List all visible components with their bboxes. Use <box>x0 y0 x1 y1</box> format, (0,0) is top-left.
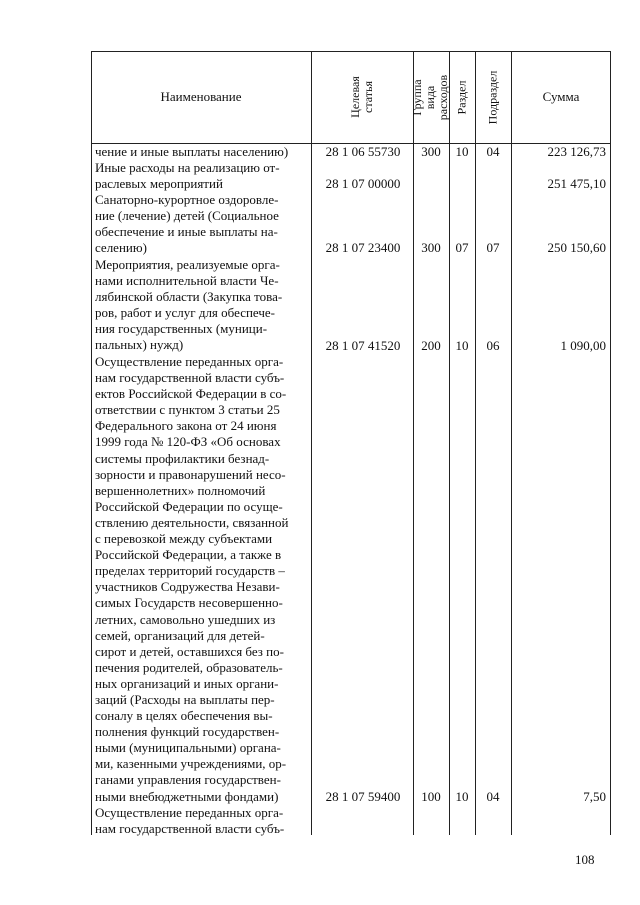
row-sum: 223 126,73 <box>547 144 606 159</box>
header-name <box>91 51 311 143</box>
row-name: Иные расходы на реализацию от- раслевых мероприятий <box>95 160 280 192</box>
row-target: 28 1 07 41520 <box>325 338 401 353</box>
header-section <box>449 51 475 143</box>
row-subsection: 06 <box>486 338 500 353</box>
budget-table <box>91 51 611 835</box>
header-section-text: Раздел <box>454 80 469 114</box>
row-target: 28 1 07 23400 <box>325 240 401 255</box>
header-subsection <box>475 51 511 143</box>
table-right-border <box>610 51 611 835</box>
row-name: Осуществление переданных орга- нам государственной власти субъ- <box>95 805 285 837</box>
row-sum: 1 090,00 <box>560 338 606 353</box>
row-group: 300 <box>421 240 441 255</box>
table-left-border <box>91 51 92 835</box>
header-target <box>311 51 413 143</box>
row-sum: 251 475,10 <box>547 176 606 191</box>
row-target: 28 1 07 59400 <box>325 789 401 804</box>
header-target-text: Целевая статья <box>347 76 375 118</box>
header-name-text: Наименование <box>160 89 242 104</box>
column-divider <box>311 51 312 835</box>
row-name: чение и иные выплаты населению) <box>95 144 289 159</box>
row-subsection: 07 <box>486 240 500 255</box>
row-group: 100 <box>421 789 441 804</box>
row-name: Санаторно-курортное оздоровле- ние (лечение) детей (Социальное обеспечение и иные выплаты на- селению) <box>95 192 279 256</box>
header-sum-text: Сумма <box>542 89 580 104</box>
row-subsection: 04 <box>486 789 500 804</box>
column-divider <box>475 51 476 835</box>
header-group-text: Группа вида расходов <box>410 74 451 120</box>
header-group <box>410 51 451 143</box>
row-section: 10 <box>455 789 469 804</box>
header-sum <box>511 51 611 143</box>
row-name: Мероприятия, реализуемые орга- нами исполнительной власти Че- лябинской области (Закупка това- ров, работ и услуг для обеспече- ния государственных (муници- пальных) нужд) <box>95 257 283 353</box>
row-sum: 7,50 <box>583 789 606 804</box>
row-sum: 250 150,60 <box>547 240 606 255</box>
row-section: 07 <box>455 240 469 255</box>
row-target: 28 1 06 55730 <box>325 144 401 159</box>
row-name: Осуществление переданных орга- нам государственной власти субъ- ектов Российской Федерации в со- ответствии с пунктом 3 статьи 25 Федерального закона от 24 июня 1999 года № 120-ФЗ «Об основах системы профилактики безнад- зорности и правонарушений несо- вершеннолетних» полномочий Российской Федерации по осуще- ствлению деятельности, связанной с перевозкой между субъектами Российской Федерации, а также в пределах территорий государств – участников Содружества Незави- симых Государств несовершенно- летних, самовольно ушедших из семей, организаций для детей- сирот и детей, оставшихся без по- печения родителей, образователь- ных организаций и иных органи- заций (Расходы на выплаты пер- соналу в целях обеспечения вы- полнения функций государствен- ными (муниципальными) органа- ми, казенными учреждениями, ор- ганами управления государствен- ными внебюджетными фондами) <box>95 354 289 804</box>
column-divider <box>413 51 414 835</box>
row-target: 28 1 07 00000 <box>325 176 401 191</box>
row-subsection: 04 <box>486 144 500 159</box>
page-number: 108 <box>575 852 595 867</box>
column-divider <box>449 51 450 835</box>
column-divider <box>511 51 512 835</box>
row-group: 300 <box>421 144 441 159</box>
row-section: 10 <box>455 144 469 159</box>
row-section: 10 <box>455 338 469 353</box>
header-subsection-text: Подраздел <box>485 70 500 124</box>
row-group: 200 <box>421 338 441 353</box>
